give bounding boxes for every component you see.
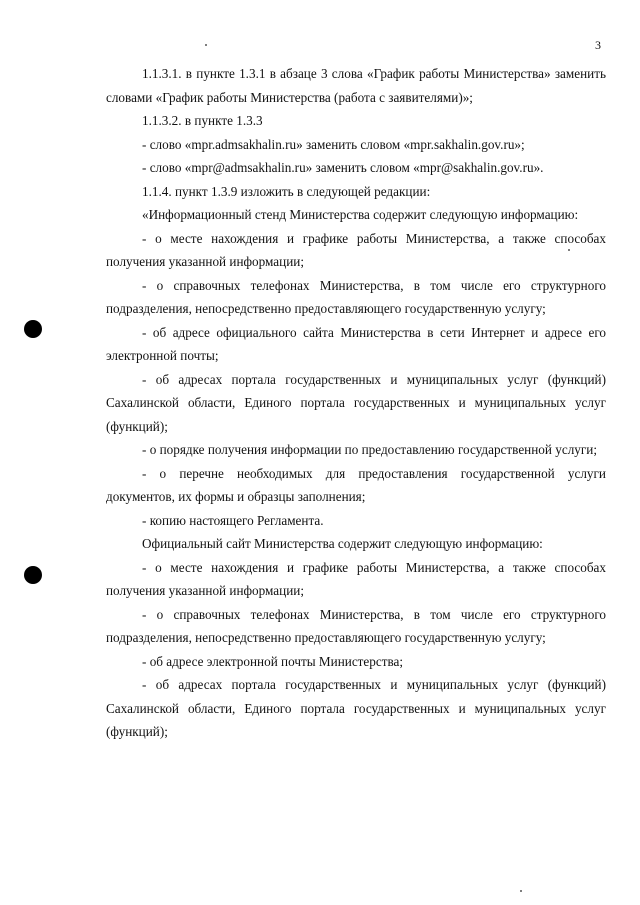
document-body (106, 62, 606, 744)
punch-hole-bottom (24, 566, 42, 584)
paragraph: - копию настоящего Регламента. (142, 512, 324, 528)
paragraph: - об адресе электронной почты Министерства; (142, 653, 404, 669)
paragraph: - о месте нахождения и графике работы Министерства, а также способах получения указанной информации; (106, 559, 606, 598)
paragraph: - о перечне необходимых для предоставления государственной услуги документов, их формы и образцы заполнения; (106, 465, 606, 504)
paragraph: - об адресах портала государственных и муниципальных услуг (функций) Сахалинской области, Единого портала государственных и муниципальных услуг (функций); (106, 677, 606, 739)
paragraph: - об адресах портала государственных и муниципальных услуг (функций) Сахалинской области, Единого портала государственных и муниципальных услуг (функций); (106, 371, 606, 434)
paragraph: - об адресе официального сайта Министерства в сети Интернет и адресе его электронной почты; (106, 324, 606, 363)
punch-hole-top (24, 320, 42, 338)
paragraph: - слово «mpr.admsakhalin.ru» заменить словом «mpr.sakhalin.gov.ru»; (142, 136, 525, 152)
page-number: 3 (595, 38, 601, 52)
scan-speck (520, 890, 522, 892)
paragraph: 1.1.3.2. в пункте 1.3.3 (142, 113, 263, 128)
paragraph: 1.1.4. пункт 1.3.9 изложить в следующей редакции: (142, 183, 431, 199)
scan-speck (205, 44, 207, 46)
paragraph: 1.1.3.1. в пункте 1.3.1 в абзаце 3 слова «График работы Министерства» заменить словами «График работы Министерства (работа с заявителями)»; (106, 66, 606, 105)
paragraph: - слово «mpr@admsakhalin.ru» заменить словом «mpr@sakhalin.gov.ru». (142, 160, 544, 175)
paragraph: - о месте нахождения и графике работы Министерства, а также способах получения указанной информации; (106, 230, 606, 269)
paragraph: - о справочных телефонах Министерства, в том числе его структурного подразделения, непосредственно предоставляющего государственную услугу; (106, 277, 606, 316)
paragraph: Официальный сайт Министерства содержит следующую информацию: (142, 536, 543, 551)
paragraph: - о порядке получения информации по предоставлению государственной услуги; (142, 442, 597, 457)
paragraph: - о справочных телефонах Министерства, в том числе его структурного подразделения, непосредственно предоставляющего государственную услугу; (106, 606, 606, 645)
paragraph: «Информационный стенд Министерства содержит следующую информацию: (142, 207, 579, 222)
